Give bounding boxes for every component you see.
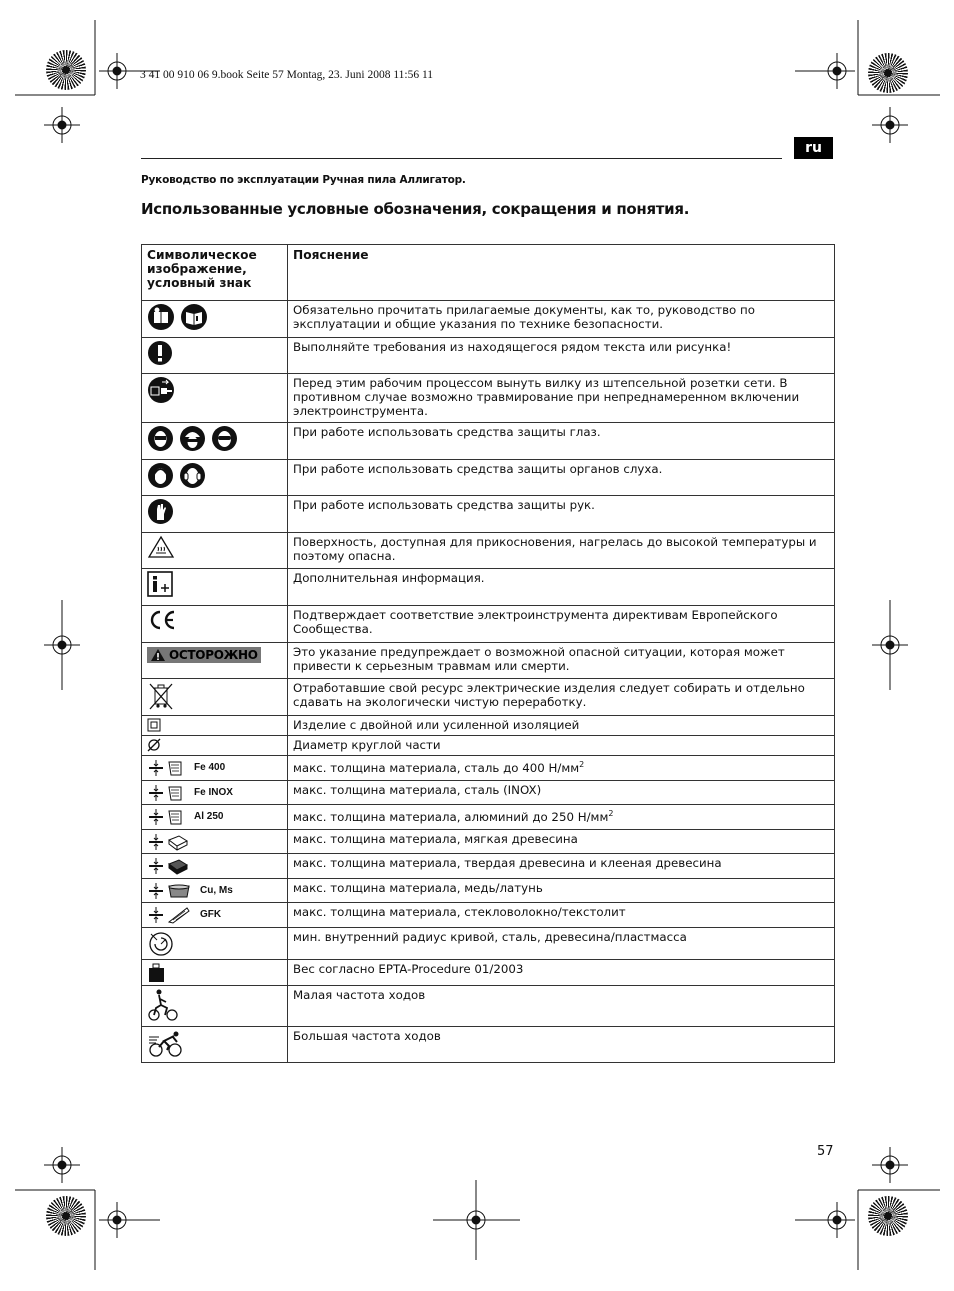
thickness-gfk-icon (147, 905, 193, 925)
table-row: Малая частота ходов (142, 986, 835, 1027)
slow-cyclist-icon (147, 988, 179, 1022)
symbols-table (141, 244, 835, 1063)
table-row: Обязательно прочитать прилагаемые документы, как то, руководство по эксплуатации и общие указания по технике безопасности. (142, 301, 835, 338)
language-badge: ru (794, 137, 833, 159)
hot-surface-icon (147, 535, 175, 559)
table-row: Fe INOX макс. толщина материала, сталь (INOX) (142, 781, 835, 805)
thickness-hardwood-icon (147, 856, 191, 876)
diameter-icon (147, 738, 161, 752)
section-heading: Использованные условные обозначения, сокращения и понятия. (141, 200, 690, 218)
helmet-goggles-icon (179, 425, 206, 452)
table-row: Перед этим рабочим процессом вынуть вилку из штепсельной розетки сети. В противном случае возможно травмирование при непреднамеренном включении электроинструмента. (142, 374, 835, 423)
ce-mark-icon (147, 608, 179, 632)
table-row: Отработавшие свой ресурс электрические изделия следует собирать и отдельно сдавать на экологически чистую переработку. (142, 679, 835, 716)
table-row: GFK макс. толщина материала, стекловолокно/текстолит (142, 903, 835, 928)
table-row: Дополнительная информация. (142, 569, 835, 606)
book-info: 3 41 00 910 06 9.book Seite 57 Montag, 23. Juni 2008 11:56 11 (140, 69, 434, 81)
unplug-icon (147, 376, 175, 404)
page-number: 57 (817, 1144, 834, 1159)
curve-radius-icon (147, 930, 175, 958)
col-header-explanation: Пояснение (288, 245, 835, 301)
table-row: мин. внутренний радиус кривой, сталь, древесина/пластмасса (142, 928, 835, 960)
hand-protection-icon (147, 498, 174, 525)
thickness-inox-icon (147, 783, 187, 803)
table-row: При работе использовать средства защиты глаз. (142, 423, 835, 460)
table-row: Вес согласно EPTA-Procedure 01/2003 (142, 960, 835, 986)
face-shield-icon (147, 425, 174, 452)
double-insulation-icon (147, 718, 161, 732)
col-header-symbol: Символическое изображение, условный знак (142, 245, 288, 301)
table-row: Изделие с двойной или усиленной изоляцией (142, 716, 835, 736)
thickness-softwood-icon (147, 832, 191, 852)
read-manual-icon (147, 303, 175, 331)
thickness-aluminium-icon (147, 807, 187, 827)
thickness-steel-icon (147, 758, 187, 778)
weight-icon (147, 962, 167, 984)
table-row: Поверхность, доступная для прикосновения, нагрелась до высокой температуры и поэтому опасна. (142, 533, 835, 569)
ear-muff-icon (179, 462, 206, 489)
ear-protection-icon (147, 462, 174, 489)
table-row: Fe 400 макс. толщина материала, сталь до 400 $Н/мм^2$ (142, 756, 835, 781)
thickness-copper-icon (147, 881, 193, 901)
table-row: При работе использовать средства защиты рук. (142, 496, 835, 533)
header-rule (141, 158, 782, 159)
table-row: Большая частота ходов (142, 1027, 835, 1063)
table-row: ОСТОРОЖНО Это указание предупреждает о возможной опасной ситуации, которая может привести к серьезным травмам или смерти. (142, 643, 835, 679)
table-row: Al 250 макс. толщина материала, алюминий до 250 $Н/мм^2$ (142, 805, 835, 830)
table-row: При работе использовать средства защиты органов слуха. (142, 460, 835, 496)
fast-cyclist-icon (147, 1029, 185, 1059)
info-icon (147, 571, 173, 597)
warning-triangle-icon (150, 648, 166, 662)
table-row: макс. толщина материала, твердая древесина и клееная древесина (142, 854, 835, 879)
table-row: Диаметр круглой части (142, 736, 835, 756)
table-row: Cu, Ms макс. толщина материала, медь/латунь (142, 879, 835, 903)
exclamation-icon (147, 340, 173, 366)
table-row: Выполняйте требования из находящегося рядом текста или рисунка! (142, 338, 835, 374)
table-row: макс. толщина материала, мягкая древесина (142, 830, 835, 854)
manual-subheader: Руководство по эксплуатации Ручная пила Аллигатор. (141, 174, 466, 186)
warning-badge: ОСТОРОЖНО (147, 647, 261, 663)
table-row: Подтверждает соответствие электроинструмента директивам Европейского Сообщества. (142, 606, 835, 643)
manual-book-icon (180, 303, 208, 331)
goggles-icon (211, 425, 238, 452)
weee-bin-icon (147, 681, 175, 711)
